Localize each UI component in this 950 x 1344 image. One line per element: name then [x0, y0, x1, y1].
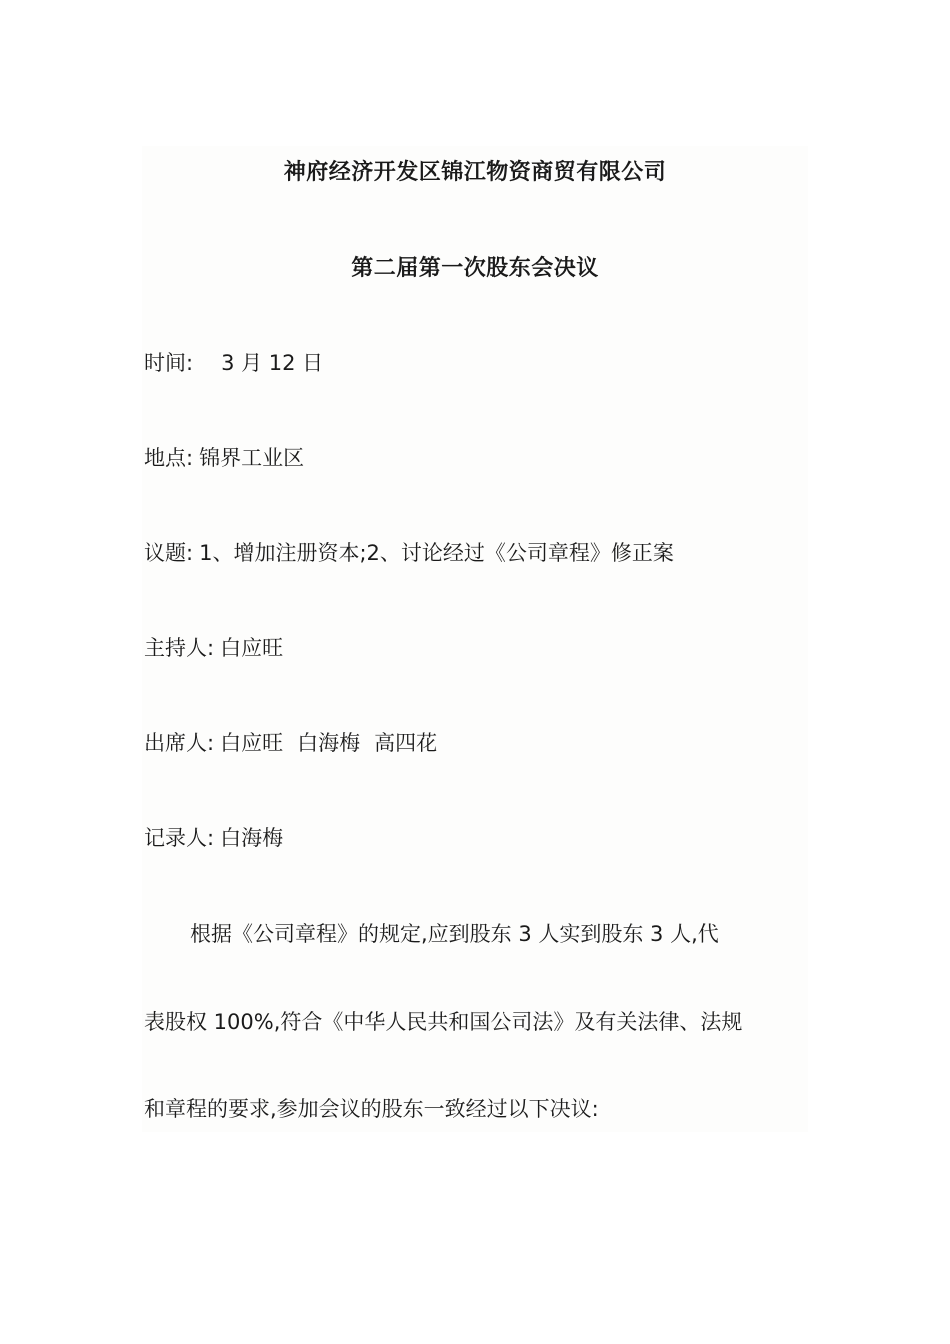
attendees-line: [144, 728, 437, 758]
time-value: 3 月 12 日: [221, 351, 324, 375]
attendees-label: 出席人:: [144, 731, 215, 755]
attendee-name: 白海梅: [297, 731, 361, 755]
place-label: 地点:: [144, 446, 194, 470]
time-label: 时间:: [144, 351, 194, 375]
place-line: [144, 443, 304, 473]
place-value: 锦界工业区: [199, 446, 305, 470]
host-value: 白应旺: [220, 636, 284, 660]
meeting-title: 第二届第一次股东会决议: [351, 256, 599, 281]
body-paragraph-line: 表股权 100%,符合《中华人民共和国公司法》及有关法律、法规: [144, 1010, 743, 1034]
body-paragraph-line: 根据《公司章程》的规定,应到股东 3 人实到股东 3 人,代: [190, 922, 719, 946]
document-page: [142, 146, 808, 1132]
time-line: [144, 348, 323, 378]
recorder-value: 白海梅: [220, 826, 284, 850]
topic-label: 议题:: [144, 541, 194, 565]
host-label: 主持人:: [144, 636, 215, 660]
recorder-label: 记录人:: [144, 826, 215, 850]
topic-line: [144, 538, 674, 568]
attendee-name: 高四花: [374, 731, 438, 755]
topic-value: 1、增加注册资本;2、讨论经过《公司章程》修正案: [199, 541, 674, 565]
body-paragraph-line: 和章程的要求,参加会议的股东一致经过以下决议:: [144, 1097, 599, 1121]
attendee-name: 白应旺: [220, 731, 284, 755]
recorder-line: [144, 823, 283, 853]
company-title: 神府经济开发区锦江物资商贸有限公司: [283, 160, 667, 185]
host-line: [144, 633, 283, 663]
